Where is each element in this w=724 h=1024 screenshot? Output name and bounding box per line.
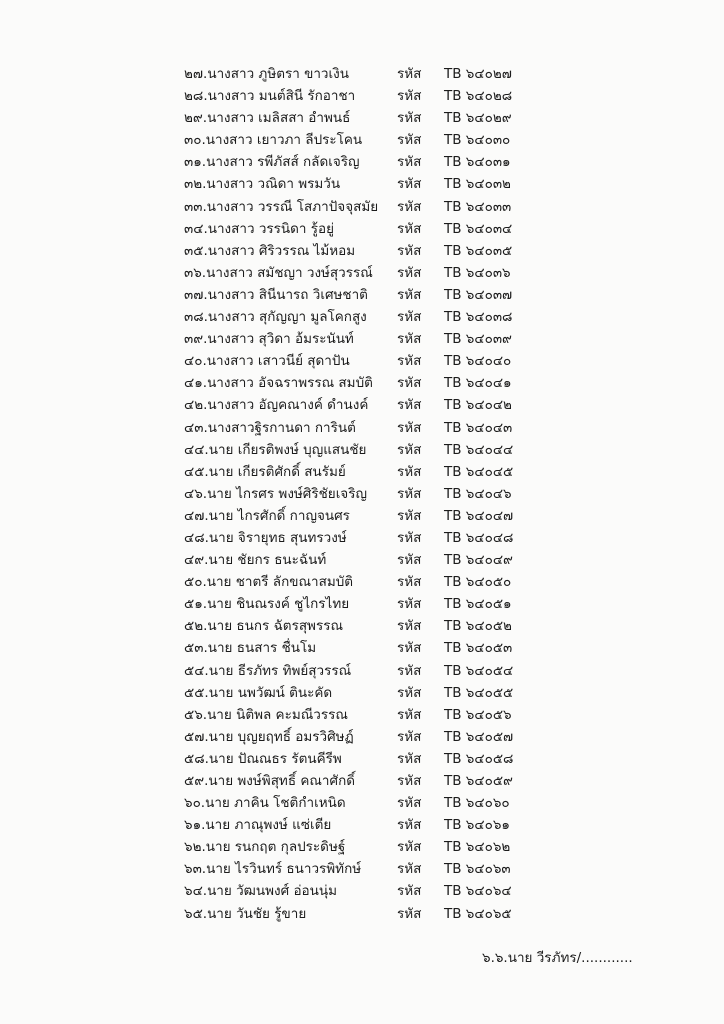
code-label: รหัส [397,242,422,259]
student-name: ๖๑.นาย ภาณุพงษ์ แซ่เตีย [184,817,332,834]
code-label: รหัส [397,795,422,812]
student-name: ๓๕.นางสาว ศิริวรรณ ไม้หอม [184,242,356,259]
student-name: ๔๒.นางสาว อัญคณางค์ ดำนงค์ [184,397,369,414]
student-name: ๓๒.นางสาว วณิดา พรมวัน [184,176,341,193]
student-code: TB ๖๔๐๔๐ [444,353,512,370]
student-code: TB ๖๔๐๖๔ [444,883,512,900]
student-code: TB ๖๔๐๖๑ [444,817,510,834]
list-item [184,571,544,593]
student-code: TB ๖๔๐๕๓ [444,640,513,657]
list-item [184,350,544,372]
student-code: TB ๖๔๐๕๐ [444,574,512,591]
student-code: TB ๖๔๐๓๗ [444,286,513,303]
student-name: ๔๓.นางสาวฐิรกานดา การินต์ [184,419,356,436]
student-name: ๕๙.นาย พงษ์พิสุทธิ์ คณาศักดิ์ [184,773,356,789]
list-item [184,682,544,704]
list-item [184,306,544,328]
code-label: รหัส [397,132,422,149]
student-name: ๕๔.นาย ธีรภัทร ทิพย์สุวรรณ์ [184,662,352,679]
student-code: TB ๖๔๐๖๒ [444,839,511,856]
code-label: รหัส [397,662,422,679]
code-label: รหัส [397,463,422,480]
student-name: ๖๓.นาย ไรวินทร์ ธนาวรพิทักษ์ [184,861,362,878]
list-item [184,858,544,880]
code-label: รหัส [397,264,422,281]
student-name: ๔๕.นาย เกียรติศักดิ์ สนรัมย์ [184,463,346,480]
list-item [184,615,544,637]
student-name: ๔๐.นางสาว เสาวนีย์ สุดาปัน [184,353,350,370]
list-item [184,748,544,770]
list-item [184,836,544,858]
student-code: TB ๖๔๐๓๓ [444,198,512,215]
student-code: TB ๖๔๐๒๘ [444,88,513,105]
code-label: รหัส [397,574,422,591]
list-item [184,196,544,218]
list-item [184,328,544,350]
code-label: รหัส [397,353,422,370]
student-name: ๖๒.นาย รนกฤต กุลประดิษฐ์ [184,839,346,856]
list-item [184,107,544,129]
student-code: TB ๖๔๐๓๒ [444,176,511,193]
student-code: TB ๖๔๐๕๒ [444,618,512,635]
code-label: รหัส [397,750,422,767]
student-name: ๒๗.นางสาว ภูษิตรา ขาวเงิน [184,66,349,82]
continuation-footer: ๖.๖.นาย วีรภัทร/............ [482,950,633,966]
student-name: ๔๖.นาย ไกรศร พงษ์ศิริชัยเจริญ [184,485,367,502]
student-code: TB ๖๔๐๖๓ [444,861,511,878]
code-label: รหัส [397,198,422,215]
student-name: ๓๗.นางสาว สินีนารถ วิเศษชาติ [184,286,368,303]
code-label: รหัส [397,529,422,546]
student-name: ๓๖.นางสาว สมัชญา วงษ์สุวรรณ์ [184,264,373,281]
list-item [184,505,544,527]
student-name: ๖๔.นาย วัฒนพงศ์ อ่อนนุ่ม [184,883,338,900]
code-label: รหัส [397,883,422,900]
student-name: ๓๙.นางสาว สุวิดา อ้มระนันท์ [184,331,354,348]
list-item [184,372,544,394]
student-name: ๕๐.นาย ชาตรี ลักขณาสมบัติ [184,574,354,591]
list-item [184,726,544,748]
student-code: TB ๖๔๐๕๔ [444,662,514,679]
student-name: ๓๘.นางสาว สุกัญญา มูลโคกสูง [184,309,367,326]
code-label: รหัส [397,640,422,657]
student-name: ๕๖.นาย นิติพล คะมณีวรรณ [184,706,348,723]
list-item [184,129,544,151]
list-item [184,527,544,549]
student-code: TB ๖๔๐๔๗ [444,507,514,524]
list-item [184,439,544,461]
list-item [184,240,544,262]
list-item [184,173,544,195]
code-label: รหัส [397,419,422,436]
list-item [184,903,544,925]
student-code: TB ๖๔๐๕๘ [444,750,514,767]
student-code: TB ๖๔๐๓๕ [444,242,513,259]
student-list [184,63,544,925]
student-name: ๓๐.นางสาว เยาวภา ลีประโคน [184,132,363,149]
list-item [184,792,544,814]
student-code: TB ๖๔๐๕๖ [444,706,512,723]
student-name: ๓๔.นางสาว วรรนิดา รู้อยู่ [184,220,335,237]
student-code: TB ๖๔๐๔๖ [444,485,512,502]
code-label: รหัส [397,176,422,193]
student-code: TB ๖๔๐๓๙ [444,331,512,348]
code-label: รหัส [397,66,422,82]
code-label: รหัส [397,88,422,105]
student-name: ๔๙.นาย ชัยกร ธนะฉันท์ [184,552,327,569]
code-label: รหัส [397,839,422,856]
student-name: ๕๑.นาย ชินณรงค์ ชูไกรไทย [184,596,350,613]
list-item [184,593,544,615]
student-code: TB ๖๔๐๔๑ [444,375,512,392]
code-label: รหัส [397,331,422,348]
list-item [184,704,544,726]
code-label: รหัส [397,375,422,392]
student-code: TB ๖๔๐๒๙ [444,110,512,127]
student-name: ๖๕.นาย วันชัย รู้ขาย [184,905,307,922]
code-label: รหัส [397,728,422,745]
list-item [184,151,544,173]
student-code: TB ๖๔๐๒๗ [444,66,512,82]
code-label: รหัส [397,706,422,723]
student-code: TB ๖๔๐๕๕ [444,684,514,701]
code-label: รหัส [397,773,422,789]
student-name: ๔๑.นางสาว อัจฉราพรรณ สมบัติ [184,375,373,392]
student-code: TB ๖๔๐๖๐ [444,795,510,812]
code-label: รหัส [397,552,422,569]
student-name: ๕๒.นาย ธนกร ฉัตรสุพรรณ [184,618,343,635]
code-label: รหัส [397,110,422,127]
student-code: TB ๖๔๐๔๘ [444,529,514,546]
student-name: ๔๗.นาย ไกรศักดิ์ กาญจนศร [184,507,350,524]
student-code: TB ๖๔๐๓๔ [444,220,513,237]
code-label: รหัส [397,817,422,834]
list-item [184,814,544,836]
list-item [184,218,544,240]
student-code: TB ๖๔๐๕๙ [444,773,513,789]
list-item [184,770,544,792]
code-label: รหัส [397,485,422,502]
code-label: รหัส [397,507,422,524]
code-label: รหัส [397,397,422,414]
student-code: TB ๖๔๐๓๘ [444,309,513,326]
list-item [184,63,544,85]
list-item [184,417,544,439]
student-name: ๓๓.นางสาว วรรณี โสภาปัจจุสมัย [184,198,379,215]
student-code: TB ๖๔๐๖๕ [444,905,512,922]
list-item [184,394,544,416]
list-item [184,262,544,284]
student-name: ๕๕.นาย นพวัฒน์ ตินะคัด [184,684,333,701]
student-code: TB ๖๔๐๕๑ [444,596,512,613]
code-label: รหัส [397,441,422,458]
list-item [184,660,544,682]
code-label: รหัส [397,154,422,171]
student-name: ๒๙.นางสาว เมลิสสา อำพนธ์ [184,110,351,127]
code-label: รหัส [397,905,422,922]
student-code: TB ๖๔๐๓๖ [444,264,511,281]
student-name: ๕๓.นาย ธนสาร ชื่นโม [184,640,317,657]
code-label: รหัส [397,286,422,303]
code-label: รหัส [397,684,422,701]
student-code: TB ๖๔๐๔๙ [444,552,513,569]
list-item [184,461,544,483]
code-label: รหัส [397,596,422,613]
student-code: TB ๖๔๐๔๕ [444,463,514,480]
student-code: TB ๖๔๐๔๔ [444,441,514,458]
student-name: ๕๘.นาย ปัณณธร รัตนคีรีพ [184,750,342,767]
code-label: รหัส [397,220,422,237]
student-code: TB ๖๔๐๓๑ [444,154,511,171]
list-item [184,284,544,306]
code-label: รหัส [397,861,422,878]
code-label: รหัส [397,618,422,635]
student-code: TB ๖๔๐๔๓ [444,419,513,436]
list-item [184,549,544,571]
student-name: ๕๗.นาย บุญยฤทธิ์ อมรวิศิษฏ์ [184,728,354,745]
student-code: TB ๖๔๐๓๐ [444,132,511,149]
list-item [184,483,544,505]
list-item [184,637,544,659]
code-label: รหัส [397,309,422,326]
list-item [184,85,544,107]
student-name: ๓๑.นางสาว รพีภัสส์ กลัดเจริญ [184,154,360,171]
student-name: ๒๘.นางสาว มนต์สินี รักอาชา [184,88,356,105]
student-name: ๔๘.นาย จิรายุทธ สุนทรวงษ์ [184,529,347,546]
student-name: ๖๐.นาย ภาคิน โชติกำเหนิด [184,795,346,812]
student-code: TB ๖๔๐๕๗ [444,728,514,745]
student-code: TB ๖๔๐๔๒ [444,397,512,414]
student-name: ๔๔.นาย เกียรติพงษ์ บุญแสนชัย [184,441,367,458]
list-item [184,880,544,902]
